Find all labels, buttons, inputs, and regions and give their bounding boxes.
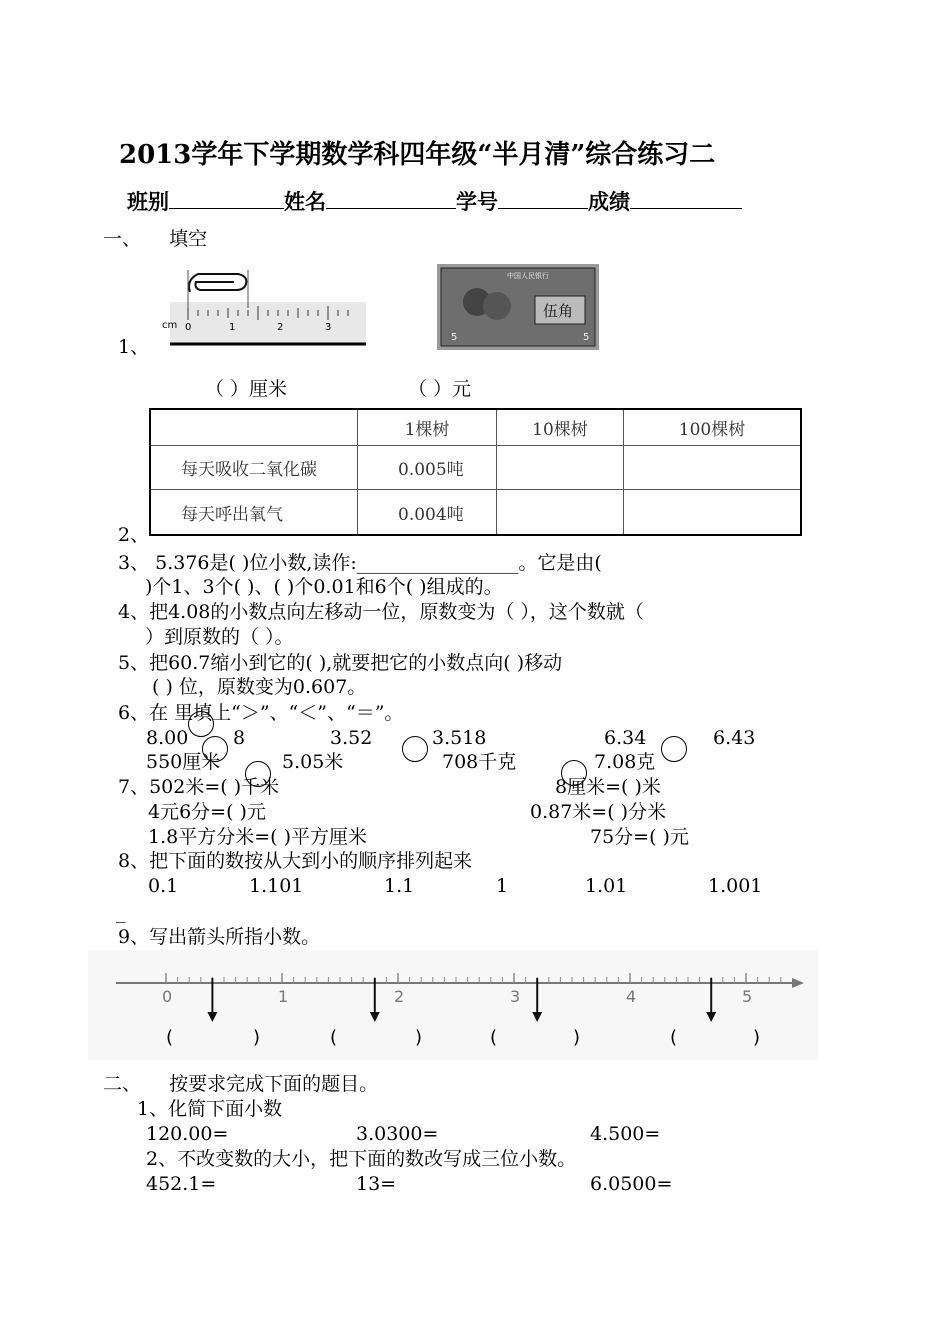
q7-row2-right: 0.87米=( )分米: [530, 801, 667, 823]
s2q2-instruction: 2、不改变数的大小，把下面的数改写成三位小数。: [146, 1148, 577, 1170]
q6-item: 6.34: [604, 727, 647, 749]
q8-number: 1.001: [708, 875, 763, 897]
q6-item: 3.518: [432, 727, 487, 749]
q1-blank-cm[interactable]: （ ）厘米: [205, 378, 288, 400]
q5-line2: ( ) 位，原数变为0.607。: [152, 676, 367, 698]
q3-line2: )个1、3个( )、( )个0.01和6个( )组成的。: [145, 576, 503, 598]
q1-blank-yuan[interactable]: （ ）元: [408, 378, 472, 400]
banknote-digit-right: 5: [583, 332, 590, 343]
table-answer-cell[interactable]: [497, 445, 624, 490]
table-cell: 每天呼出氧气: [150, 490, 358, 535]
table-answer-cell[interactable]: [497, 490, 624, 535]
table-answer-cell[interactable]: [624, 490, 802, 535]
q7-row3-right: 75分=( )元: [590, 826, 689, 848]
section1-heading: [103, 227, 207, 251]
score-label: 成绩: [588, 189, 630, 214]
q6-item: 7.08克: [594, 751, 656, 773]
s2q1-item[interactable]: 3.0300=: [356, 1123, 439, 1145]
q6-item: 8.00: [146, 727, 189, 749]
q3-line1: 3、 5.376是( )位小数,读作:_________________。它是由(: [118, 552, 602, 574]
section1-num: 一、: [103, 228, 142, 250]
q6-item: 5.05米: [282, 751, 344, 773]
score-blank[interactable]: [630, 188, 742, 209]
q8-number: 1.1: [384, 875, 415, 897]
s2q1-instruction: 1、化简下面小数: [137, 1098, 283, 1120]
tree-table: [149, 408, 802, 536]
number-line-label: 1: [278, 987, 289, 1006]
number-label: 学号: [456, 189, 498, 214]
table-row: [150, 490, 801, 535]
section2-num: 二、: [103, 1073, 142, 1095]
compare-circle[interactable]: [402, 736, 428, 762]
s2q2-item[interactable]: 6.0500=: [590, 1173, 673, 1195]
q2-number: 2、: [118, 524, 150, 546]
table-cell: 每天吸收二氧化碳: [150, 445, 358, 490]
answer-bracket-close[interactable]: ): [253, 1027, 261, 1048]
answer-bracket-close[interactable]: ): [573, 1027, 581, 1048]
answer-bracket-close[interactable]: ): [415, 1027, 423, 1048]
q7-row1-right: 8厘米=( )米: [555, 776, 661, 798]
q4-line2: ）到原数的（ ）。: [145, 626, 294, 648]
table-header-cell: 10棵树: [497, 409, 624, 445]
number-line-label: 2: [394, 987, 405, 1006]
q8-instruction: 8、把下面的数按从大到小的顺序排列起来: [118, 850, 473, 872]
s2q2-item[interactable]: 13=: [356, 1173, 397, 1195]
name-label: 姓名: [284, 189, 326, 214]
q7-row3-left: 1.8平方分米=( )平方厘米: [148, 826, 368, 848]
q8-number: 0.1: [148, 875, 179, 897]
q8-number: 1.01: [585, 875, 628, 897]
q6-item: 550厘米: [146, 751, 221, 773]
table-row: [150, 445, 801, 490]
q8-answer-mark[interactable]: _: [116, 901, 126, 923]
banknote-digit-left: 5: [451, 332, 458, 343]
class-blank[interactable]: [169, 188, 284, 209]
q7-row2-left: 4元6分=( )元: [148, 801, 266, 823]
answer-bracket-open[interactable]: (: [670, 1027, 678, 1048]
banknote-image: [437, 264, 599, 350]
q1-number: 1、: [118, 336, 150, 358]
section1-title: 填空: [169, 228, 208, 250]
ruler-body: [170, 302, 366, 344]
q4-line1: 4、把4.08的小数点向左移动一位，原数变为（ ），这个数就（: [118, 601, 644, 623]
ruler-paperclip-image: [160, 262, 370, 350]
table-cell: 0.004吨: [358, 490, 497, 535]
s2q1-item[interactable]: 120.00=: [146, 1123, 229, 1145]
class-label: 班别: [127, 189, 169, 214]
table-header-cell: 1棵树: [358, 409, 497, 445]
student-info-line: [127, 188, 742, 214]
number-blank[interactable]: [498, 188, 588, 209]
q6-item: 6.43: [713, 727, 756, 749]
banknote-header: 中国人民银行: [507, 272, 549, 280]
table-header-cell: [150, 409, 358, 445]
ruler-tick-3: 3: [325, 322, 332, 333]
q7-row1-left: 7、502米=( )千米: [118, 776, 280, 798]
s2q1-item[interactable]: 4.500=: [590, 1123, 661, 1145]
number-line-label: 5: [742, 987, 753, 1006]
q5-line1: 5、把60.7缩小到它的( ),就要把它的小数点向( )移动: [118, 652, 563, 674]
answer-bracket-open[interactable]: (: [166, 1027, 174, 1048]
table-answer-cell[interactable]: [624, 445, 802, 490]
banknote-value: 伍角: [543, 302, 574, 320]
answer-bracket-close[interactable]: ): [753, 1027, 761, 1048]
section2-title: 按要求完成下面的题目。: [169, 1073, 379, 1095]
page-title: 2013学年下学期数学科四年级“半月清”综合练习二: [119, 140, 716, 170]
answer-bracket-open[interactable]: (: [330, 1027, 338, 1048]
ruler-tick-1: 1: [229, 322, 236, 333]
q6-example-circle: [188, 711, 214, 737]
number-line-label: 0: [162, 987, 173, 1006]
table-header-cell: 100棵树: [624, 409, 802, 445]
q6-item: 708千克: [442, 751, 517, 773]
ruler-tick-2: 2: [277, 322, 284, 333]
q6-item: 8: [233, 727, 246, 749]
section2-heading: [103, 1072, 378, 1096]
table-cell: 0.005吨: [358, 445, 497, 490]
q8-number: 1: [496, 875, 509, 897]
q6-item: 3.52: [330, 727, 373, 749]
name-blank[interactable]: [326, 188, 456, 209]
ruler-unit: cm: [162, 320, 178, 331]
compare-circle[interactable]: [661, 736, 687, 762]
q6-instruction: 6、在 里填上“＞”、“＜”、“＝”。: [118, 702, 404, 724]
paperclip-icon: [189, 274, 246, 292]
q9-instruction: 9、写出箭头所指小数。: [118, 926, 321, 948]
q8-number: 1.101: [249, 875, 304, 897]
number-line-label: 4: [626, 987, 637, 1006]
number-line-label: 3: [510, 987, 521, 1006]
s2q2-item[interactable]: 452.1=: [146, 1173, 217, 1195]
answer-bracket-open[interactable]: (: [490, 1027, 498, 1048]
ruler-tick-0: 0: [185, 322, 192, 333]
number-line-image: [88, 950, 818, 1060]
